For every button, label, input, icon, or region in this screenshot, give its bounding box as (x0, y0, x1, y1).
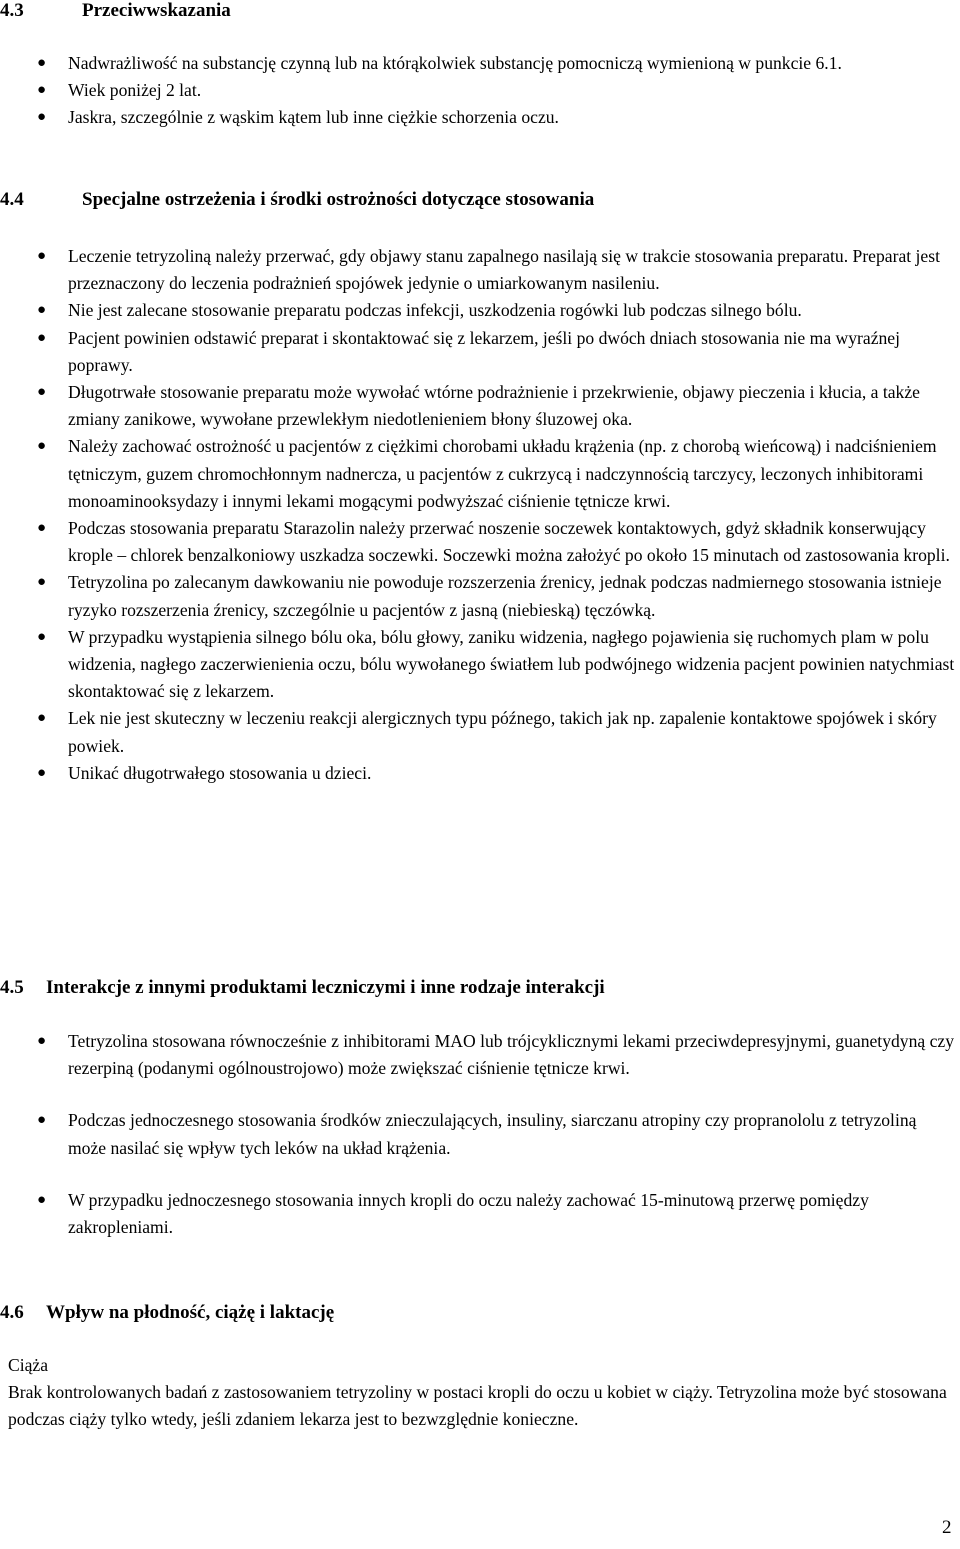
bullet-icon: ● (37, 109, 47, 125)
list-item: ● Długotrwałe stosowanie preparatu może wywołać wtórne podrażnienie i przekrwienie, objawy pieczenia i kłucia, a także zmiany zanikowe, wywołane przewlekłym niedotlenieniem błony śluzowej oka. (0, 379, 955, 433)
warnings-list (0, 243, 955, 787)
pregnancy-paragraph: Brak kontrolowanych badań z zastosowaniem tetryzoliny w postaci kropli do oczu u kobiet w ciąży. Tetryzolina może być stosowana podczas ciąży tylko wtedy, jeśli zdaniem lekarza jest to bezwzględnie konieczne. (8, 1382, 947, 1429)
list-item: ● W przypadku wystąpienia silnego bólu oka, bólu głowy, zaniku widzenia, nagłego pojawienia się ruchomych plam w polu widzenia, nagłego zaczerwienienia oczu, bólu wywołanego światłem lub podwójnego widzenia pacjent powinien natychmiast skontaktować się z lekarzem. (0, 624, 955, 706)
bullet-icon: ● (37, 764, 47, 781)
section-4-5-heading (0, 977, 605, 999)
list-item: ● Nadwrażliwość na substancję czynną lub na którąkolwiek substancję pomocniczą wymienioną w punkcie 6.1. (0, 50, 955, 77)
bullet-icon: ● (37, 438, 47, 455)
contraindications-list (0, 50, 955, 131)
list-item: ● W przypadku jednoczesnego stosowania innych kropli do oczu należy zachować 15-minutową przerwę pomiędzy zakropleniami. (0, 1187, 955, 1241)
list-item: ● Tetryzolina po zalecanym dawkowaniu nie powoduje rozszerzenia źrenicy, jednak podczas nadmiernego stosowania istnieje ryzyko rozszerzenia źrenicy, szczególnie u pacjentów z jasną (niebieską) tęczówką. (0, 569, 955, 623)
bullet-icon: ● (37, 1112, 47, 1129)
section-title: Specjalne ostrzeżenia i środki ostrożności dotyczące stosowania (82, 189, 595, 210)
bullet-icon: ● (37, 248, 47, 264)
section-title: Wpływ na płodność, ciążę i laktację (46, 1302, 335, 1323)
subheading-pregnancy: Ciąża (8, 1355, 49, 1375)
section-4-3-heading (0, 0, 231, 22)
page-number: 2 (942, 1517, 952, 1538)
section-4-6-heading (0, 1302, 334, 1324)
section-number: 4.3 (0, 0, 24, 21)
bullet-icon: ● (37, 55, 47, 71)
list-item: ● Lek nie jest skuteczny w leczeniu reakcji alergicznych typu późnego, takich jak np. zapalenie kontaktowe spojówek i skóry powiek. (0, 705, 955, 759)
section-title: Interakcje z innymi produktami leczniczymi i inne rodzaje interakcji (46, 977, 605, 998)
list-item: ● Tetryzolina stosowana równocześnie z inhibitorami MAO lub trójcyklicznymi lekami przeciwdepresyjnymi, guanetydyną czy rezerpiną (podanymi ogólnoustrojowo) może zwiększać ciśnienie tętnicze krwi. (0, 1028, 955, 1082)
bullet-icon: ● (37, 520, 47, 537)
bullet-icon: ● (37, 710, 47, 727)
bullet-icon: ● (37, 574, 47, 591)
bullet-icon: ● (37, 329, 47, 346)
list-item: ● Podczas jednoczesnego stosowania środków znieczulających, insuliny, siarczanu atropiny czy propranololu z tetryzoliną może nasilać się wpływ tych leków na układ krążenia. (0, 1107, 955, 1161)
list-item: ● Unikać długotrwałego stosowania u dzieci. (0, 760, 955, 787)
bullet-icon: ● (37, 628, 47, 645)
list-item: ● Pacjent powinien odstawić preparat i skontaktować się z lekarzem, jeśli po dwóch dniach stosowania nie ma wyraźnej poprawy. (0, 325, 955, 379)
section-number: 4.5 (0, 977, 24, 998)
bullet-icon: ● (37, 1033, 47, 1049)
bullet-icon: ● (37, 82, 47, 98)
bullet-icon: ● (37, 302, 47, 319)
section-4-4-heading (0, 189, 594, 211)
section-title: Przeciwwskazania (82, 0, 231, 21)
list-item: ● Należy zachować ostrożność u pacjentów z ciężkimi chorobami układu krążenia (np. z chorobą wieńcową) i nadciśnieniem tętniczym, guzem chromochłonnym nadnercza, u pacjentów z cukrzycą i nadczynnością tarczycy, leczonych inhibitorami monoaminooksydazy i innymi lekami mogącymi podwyższać ciśnienie tętnicze krwi. (0, 433, 955, 515)
list-item: ● Wiek poniżej 2 lat. (0, 77, 955, 104)
list-item: ● Leczenie tetryzoliną należy przerwać, gdy objawy stanu zapalnego nasilają się w trakcie stosowania preparatu. Preparat jest przeznaczony do leczenia podrażnień spojówek jedynie o umiarkowanym nasileniu. (0, 243, 955, 297)
section-number: 4.6 (0, 1302, 24, 1323)
list-item: ● Nie jest zalecane stosowanie preparatu podczas infekcji, uszkodzenia rogówki lub podczas silnego bólu. (0, 297, 955, 324)
interactions-list (0, 1028, 955, 1241)
list-item: ● Jaskra, szczególnie z wąskim kątem lub inne ciężkie schorzenia oczu. (0, 104, 955, 131)
section-number: 4.4 (0, 189, 24, 210)
bullet-icon: ● (37, 1191, 47, 1208)
bullet-icon: ● (37, 384, 47, 401)
list-item: ● Podczas stosowania preparatu Starazolin należy przerwać noszenie soczewek kontaktowych, gdyż składnik konserwujący krople – chlorek benzalkoniowy uszkadza soczewki. Soczewki można założyć po około 15 minutach od zastosowania kropli. (0, 515, 955, 569)
